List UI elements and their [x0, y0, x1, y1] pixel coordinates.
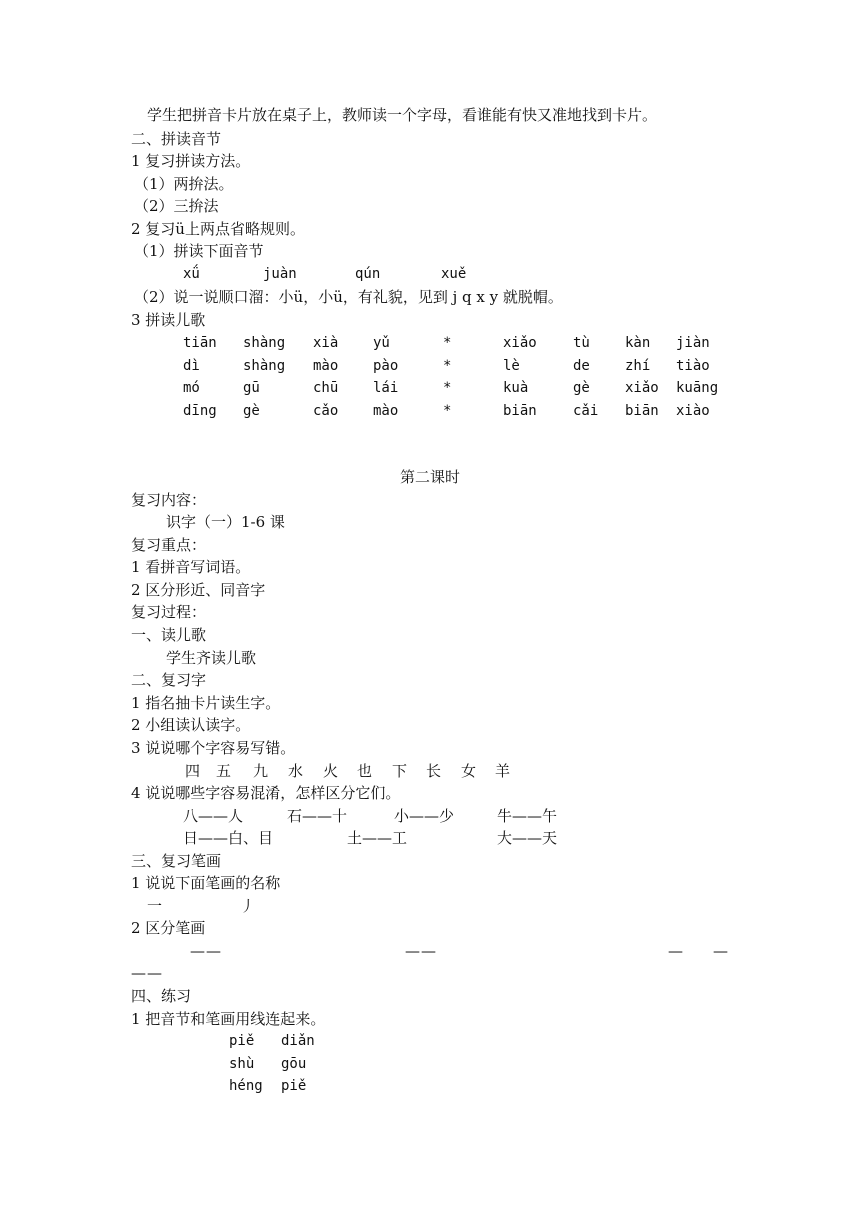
character: 长 [426, 762, 442, 780]
rhyme-syllable: * [443, 335, 452, 351]
rhyme-syllable: gè [573, 380, 590, 396]
rhyme-syllable: dīng [183, 403, 217, 419]
rhyme-syllable: tiān [183, 335, 217, 351]
content-value: 识字（一）1-6 课 [166, 513, 285, 531]
stroke-dash: —— [131, 964, 163, 982]
match-syllable: héng [229, 1078, 263, 1094]
section-heading: 一、读儿歌 [131, 626, 207, 644]
match-syllable: piě [281, 1078, 307, 1094]
list-subitem: （1）拼读下面音节 [134, 242, 264, 260]
character: 羊 [495, 762, 511, 780]
section-heading: 二、拼读音节 [131, 130, 222, 148]
rhyme-syllable: lái [373, 380, 399, 396]
rhyme-syllable: * [443, 403, 452, 419]
lesson-title: 第二课时 [399, 468, 460, 486]
rhyme-syllable: biān [503, 403, 537, 419]
list-item: 2 区分笔画 [131, 919, 206, 937]
list-item: 4 说说哪些字容易混淆，怎样区分它们。 [131, 784, 401, 802]
list-item: 1 复习拼读方法。 [131, 152, 251, 170]
rhyme-syllable: jiàn [676, 335, 710, 351]
rhyme-syllable: mào [313, 358, 339, 374]
match-syllable: shù [229, 1056, 255, 1072]
rhyme-syllable: gè [243, 403, 260, 419]
rhyme-syllable: yǔ [373, 335, 390, 351]
syllable: juàn [263, 266, 297, 282]
section-heading: 四、练习 [131, 987, 192, 1005]
list-item: 3 说说哪个字容易写错。 [131, 739, 296, 757]
stroke-dash: —— [190, 942, 222, 960]
label: 复习内容： [131, 491, 207, 509]
stroke-dash: — [713, 942, 729, 960]
character: 下 [392, 762, 408, 780]
rhyme-syllable: shàng [243, 335, 286, 351]
match-syllable: diǎn [281, 1033, 315, 1049]
confusable-pair: 土——工 [347, 829, 408, 847]
stroke-dash: — [668, 942, 684, 960]
rhyme-syllable: xiào [676, 403, 710, 419]
character: 火 [323, 762, 339, 780]
section-heading: 二、复习字 [131, 671, 207, 689]
character: 九 [253, 762, 269, 780]
confusable-pair: 牛——午 [497, 807, 558, 825]
rhyme-syllable: de [573, 358, 590, 374]
rhyme-syllable: chū [313, 380, 339, 396]
rhyme-syllable: kuāng [676, 380, 719, 396]
rhyme-syllable: pào [373, 358, 399, 374]
rhyme-syllable: cǎi [573, 403, 599, 419]
rhyme-syllable: biān [625, 403, 659, 419]
rhyme-syllable: cǎo [313, 403, 339, 419]
section-text: 学生齐读儿歌 [166, 649, 257, 667]
rhyme-syllable: zhí [625, 358, 651, 374]
list-item: 2 复习ü上两点省略规则。 [131, 220, 305, 238]
character: 也 [357, 762, 373, 780]
syllable: qún [355, 266, 381, 282]
list-item: 1 说说下面笔画的名称 [131, 874, 281, 892]
confusable-pair: 大——天 [497, 829, 558, 847]
character: 女 [461, 762, 477, 780]
list-subitem: （2）三拚法 [134, 197, 219, 215]
list-item: 1 把音节和笔画用线连起来。 [131, 1010, 326, 1028]
rhyme-syllable: mào [373, 403, 399, 419]
list-item: 2 小组读认读字。 [131, 716, 251, 734]
label: 复习过程： [131, 603, 207, 621]
rhyme-syllable: mó [183, 380, 200, 396]
confusable-pair: 日——白、目 [183, 829, 274, 847]
stroke: 丿 [240, 897, 256, 915]
rhyme-syllable: lè [503, 358, 520, 374]
rhyme-syllable: xiǎo [625, 380, 659, 396]
rhyme-syllable: gū [243, 380, 260, 396]
label: 复习重点： [131, 536, 207, 554]
intro-text: 学生把拼音卡片放在桌子上，教师读一个字母，看谁能有快又准地找到卡片。 [147, 106, 658, 124]
confusable-pair: 石——十 [287, 807, 348, 825]
list-item: 1 看拼音写词语。 [131, 558, 251, 576]
match-syllable: gōu [281, 1056, 307, 1072]
rhyme-syllable: * [443, 358, 452, 374]
rhyme-syllable: xiǎo [503, 335, 537, 351]
rhyme-syllable: * [443, 380, 452, 396]
stroke: 一 [147, 897, 163, 915]
rhyme-syllable: kuà [503, 380, 529, 396]
rhyme-syllable: tiào [676, 358, 710, 374]
syllable: xǘ [183, 266, 200, 282]
match-syllable: piě [229, 1033, 255, 1049]
list-item: 1 指名抽卡片读生字。 [131, 694, 281, 712]
list-item: 2 区分形近、同音字 [131, 581, 266, 599]
confusable-pair: 小——少 [394, 807, 455, 825]
character: 四 [185, 762, 201, 780]
character: 水 [288, 762, 304, 780]
list-item: 3 拼读儿歌 [131, 311, 206, 329]
character: 五 [216, 762, 232, 780]
section-heading: 三、复习笔画 [131, 852, 222, 870]
stroke-dash: —— [405, 942, 437, 960]
list-subitem: （2）说一说顺口溜：小ü，小ü，有礼貌，见到 j q x y 就脱帽。 [134, 288, 563, 306]
rhyme-syllable: shàng [243, 358, 286, 374]
rhyme-syllable: dì [183, 358, 200, 374]
rhyme-syllable: tù [573, 335, 590, 351]
syllable: xuě [441, 266, 467, 282]
rhyme-syllable: xià [313, 335, 339, 351]
list-subitem: （1）两拚法。 [134, 175, 234, 193]
confusable-pair: 八——人 [183, 807, 244, 825]
rhyme-syllable: kàn [625, 335, 651, 351]
